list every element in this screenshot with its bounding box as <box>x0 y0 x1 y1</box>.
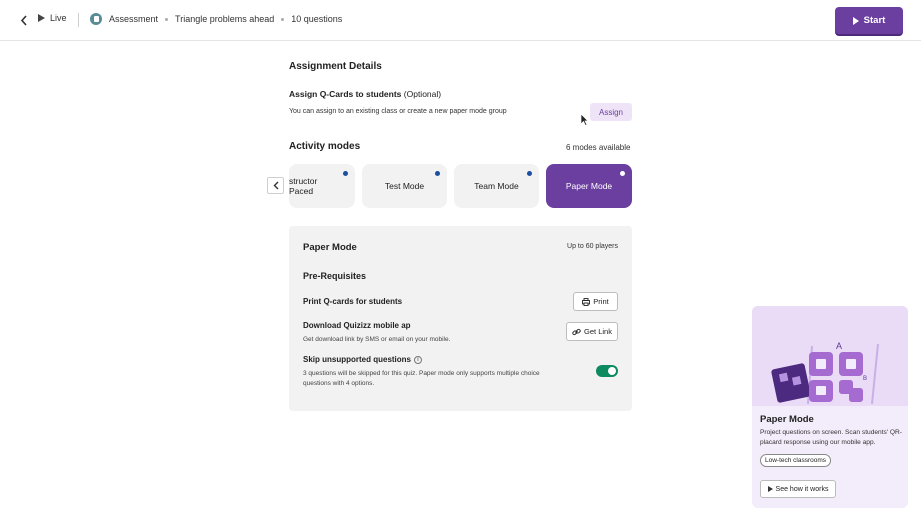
qcards-description: You can assign to an existing class or create a new paper mode group <box>289 108 507 115</box>
assign-button[interactable]: Assign <box>590 103 632 121</box>
promo-description: Project questions on screen. Scan students' QR-placard response using our mobile app. <box>760 429 902 446</box>
svg-text:B: B <box>863 376 868 382</box>
mode-indicator-dot <box>343 171 348 176</box>
panel-title: Paper Mode <box>303 242 357 253</box>
question-count: 10 questions <box>291 14 343 24</box>
prerequisites-heading: Pre-Requisites <box>303 271 367 281</box>
skip-description-line: questions with 4 options. <box>303 380 375 387</box>
get-link-label: Get Link <box>584 327 612 336</box>
skip-description-line: 3 questions will be skipped for this quiz. Paper mode only supports multiple choice <box>303 370 540 377</box>
paper-mode-illustration <box>752 306 908 406</box>
mode-card-label: Paper Mode <box>565 181 613 191</box>
qcards-title: Assign Q-Cards to students <box>289 89 402 99</box>
toggle-knob <box>608 367 616 375</box>
paper-mode-promo-card <box>752 306 908 508</box>
start-button[interactable] <box>835 7 903 34</box>
players-limit: Up to 60 players <box>567 243 618 250</box>
mode-indicator-dot <box>527 171 532 176</box>
quiz-title: Triangle problems ahead <box>175 14 275 24</box>
download-app-label: Download Quizizz mobile ap <box>303 321 411 330</box>
get-link-button[interactable] <box>566 322 618 341</box>
skip-questions-label-row <box>303 355 422 364</box>
back-button[interactable] <box>17 12 31 28</box>
breadcrumb-type: Assessment <box>109 14 159 24</box>
mode-card-instructor-paced[interactable] <box>289 164 355 208</box>
skip-questions-description <box>303 369 540 389</box>
mode-indicator-dot <box>620 171 625 176</box>
mode-card-paper-mode[interactable] <box>546 164 632 208</box>
separator-dot <box>165 18 168 21</box>
print-button-label: Print <box>593 297 609 306</box>
mode-card-label: Test Mode <box>384 181 425 191</box>
qr-placard-illustration <box>752 306 908 406</box>
link-icon <box>572 328 581 336</box>
carousel-prev-button[interactable] <box>267 177 284 194</box>
modes-count: 6 modes available <box>566 143 631 152</box>
print-qcards-label: Print Q-cards for students <box>303 297 403 306</box>
chevron-left-icon <box>273 181 279 190</box>
mode-card-test-mode[interactable] <box>362 164 447 208</box>
paper-mode-panel <box>289 226 632 411</box>
mode-card-label: structor Paced <box>289 176 318 196</box>
promo-title: Paper Mode <box>760 414 814 425</box>
printer-icon <box>582 298 590 306</box>
low-tech-chip: Low-tech classrooms <box>760 454 831 467</box>
mode-indicator-dot <box>435 171 440 176</box>
print-button[interactable] <box>573 292 618 311</box>
live-indicator[interactable] <box>38 13 67 23</box>
mode-card-label: Team Mode <box>474 181 519 191</box>
info-icon[interactable]: i <box>414 356 422 364</box>
breadcrumb <box>90 13 342 25</box>
assignment-heading: Assignment Details <box>289 61 382 72</box>
qcards-label <box>289 89 441 99</box>
divider <box>78 13 79 27</box>
separator-dot <box>281 18 284 21</box>
assessment-icon <box>90 13 102 25</box>
see-how-label: See how it works <box>775 485 829 493</box>
chevron-left-icon <box>20 15 28 26</box>
qcards-optional: (Optional) <box>403 89 442 99</box>
play-icon <box>768 486 773 492</box>
play-icon <box>853 17 859 25</box>
top-bar <box>0 0 921 41</box>
see-how-it-works-button[interactable] <box>760 480 836 498</box>
download-app-description: Get download link by SMS or email on your mobile. <box>303 336 451 343</box>
play-icon <box>38 14 45 22</box>
activity-modes-heading: Activity modes <box>289 141 361 152</box>
skip-questions-toggle[interactable] <box>596 365 618 377</box>
mouse-cursor-icon <box>580 113 589 126</box>
start-label: Start <box>863 15 886 26</box>
live-label: Live <box>50 13 67 23</box>
svg-text:A: A <box>836 341 843 351</box>
skip-questions-label: Skip unsupported questions <box>303 355 412 364</box>
mode-card-team-mode[interactable] <box>454 164 539 208</box>
